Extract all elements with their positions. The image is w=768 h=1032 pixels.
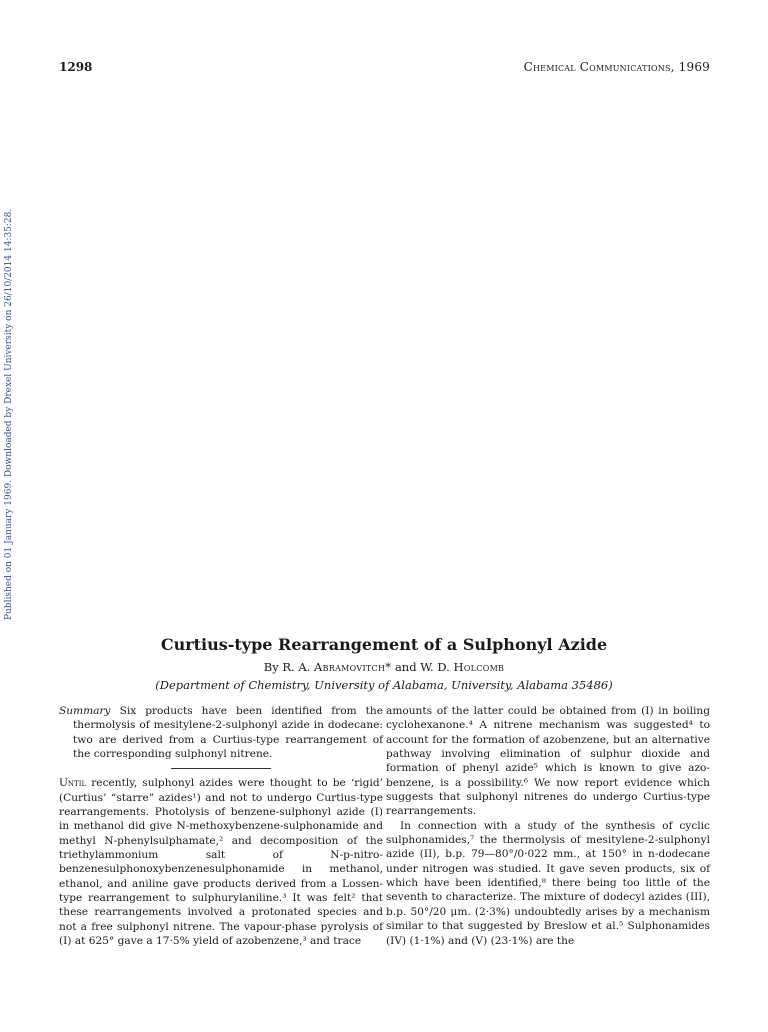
body-text: recently, sulphonyl azides were thought to be ‘rigid’ (Curtius’ “starre” azides¹) and not to undergo Curtius-type rearrangements. Photolysis of benzene-sulphonyl azide (I) in methanol did give N-methoxybenzene-sulphonamide and methyl N-phenylsulphamate,² and decomposition of the triethylammonium salt of N-p-nitro-benzenesulphonoxybenzenesulphonamide in methanol, ethanol, and aniline gave products derived from a Lossen-type rearrangement to sulphurylaniline.³ It was felt² that these rearrangements involved a protonated species and not a free sulphonyl nitrene. The vapour-phase pyrolysis of (I) at 625° gave a 17·5% yield of azobenzene,³ and trace [59, 777, 383, 948]
body-paragraph-1 [59, 776, 383, 948]
summary-label: Summary [59, 705, 111, 717]
body-lead-word: Until [59, 777, 87, 790]
page-number: 1298 [59, 60, 93, 74]
byline [0, 660, 768, 674]
journal-name: Chemical Communications, 1969 [523, 60, 710, 74]
affiliation: (Department of Chemistry, University of Alabama, University, Alabama 35486) [155, 678, 613, 692]
author-holcomb: Holcomb [453, 660, 505, 674]
left-column [59, 704, 383, 949]
summary-text: Six products have been identified from the thermolysis of mesitylene-2-sulphonyl azide in dodecane: two are derived from a Curtius-type rearrangement of the corresponding sulphonyl nitrene. [73, 705, 383, 761]
section-divider [171, 768, 271, 769]
body-paragraph-3: In connection with a study of the synthesis of cyclic sulphonamides,⁷ the thermolysis of mesitylene-2-sulphonyl azide (II), b.p. 79—80°/0·022 mm., at 150° in n-dodecane under nitrogen was studied. It gave seven products, six of which have been identified,⁸ there being too little of the seventh to characterize. The mixture of dodecyl azides (III), b.p. 50°/20 μm. (2·3%) undoubtedly arises by a mechanism similar to that suggested by Breslow et al.⁵ Sulphonamides (IV) (1·1%) and (V) (23·1%) are the [386, 819, 710, 947]
author-abramovitch: Abramovitch* [313, 660, 392, 674]
article-title: Curtius-type Rearrangement of a Sulphonyl Azide [160, 635, 608, 654]
summary-paragraph [59, 704, 383, 761]
right-column [386, 704, 710, 948]
running-head-journal [524, 60, 710, 74]
download-stamp: Published on 01 January 1969. Downloaded by Drexel University on 26/10/2014 14:35:28. [4, 208, 14, 620]
body-paragraph-2: amounts of the latter could be obtained from (I) in boiling cyclohexanone.⁴ A nitrene mechanism was suggested⁴ to account for the formation of azobenzene, but an alternative pathway involving elimination of sulphur dioxide and formation of phenyl azide⁵ which is known to give azo-benzene, is a possibility.⁶ We now report evidence which suggests that sulphonyl nitrenes do undergo Curtius-type rearrangements. [386, 705, 710, 818]
byline-and: and W. D. [394, 660, 450, 674]
byline-prefix: By R. A. [263, 660, 311, 674]
